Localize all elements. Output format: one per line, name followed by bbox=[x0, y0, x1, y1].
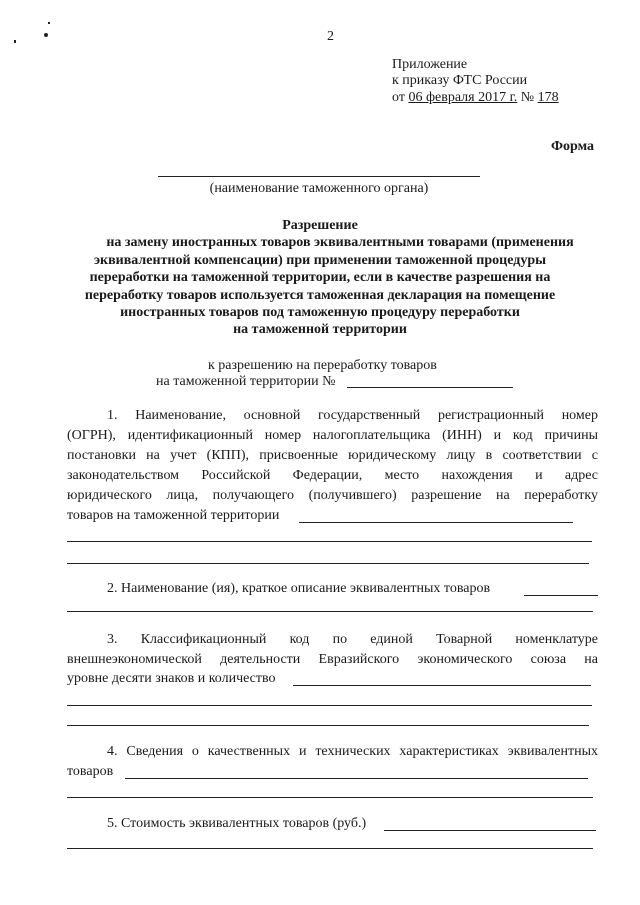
title-line-5: переработку товаров используется таможенная декларация на помещение bbox=[84, 288, 556, 303]
item-1-line-1: 1. Наименование, основной государственный регистрационный номер bbox=[107, 408, 598, 423]
reference-number-line bbox=[347, 387, 513, 388]
item-5-fill-line bbox=[384, 830, 596, 831]
title-line-3: эквивалентной компенсации) при применении таможенной процедуры bbox=[93, 253, 547, 268]
item-1-line-5: юридического лица, получающего (получившего) разрешение на переработку bbox=[67, 488, 598, 503]
item-1-line-4: законодательством Российской Федерации, место нахождения и адрес bbox=[67, 468, 598, 483]
title-line-6: иностранных товаров под таможенную процедуру переработки bbox=[120, 305, 520, 320]
item-1-fill-line bbox=[299, 522, 573, 523]
item-4-line-1: 4. Сведения о качественных и технических характеристиках эквивалентных bbox=[107, 744, 598, 759]
item-3-line-2: внешнеэкономической деятельности Евразийского экономического союза на bbox=[67, 652, 598, 667]
item-1-blank-line-2 bbox=[67, 563, 589, 564]
customs-body-line bbox=[158, 176, 480, 177]
item-3-blank-line-2 bbox=[67, 725, 589, 726]
appendix-prefix: от bbox=[392, 90, 409, 105]
item-4-blank-line bbox=[67, 797, 593, 798]
reference-line-2: на таможенной территории № bbox=[156, 374, 336, 389]
appendix-line-3 bbox=[392, 89, 559, 107]
item-2-blank-line bbox=[67, 611, 593, 612]
scan-speck bbox=[44, 33, 48, 37]
item-5-line-1: 5. Стоимость эквивалентных товаров (руб.) bbox=[107, 816, 367, 831]
item-1-line-2: (ОГРН), идентификационный номер налогоплательщика (ИНН) и код причины bbox=[67, 428, 598, 443]
appendix-number-sign: № bbox=[517, 90, 538, 105]
title-line-2: на замену иностранных товаров эквивалентными товарами (применения bbox=[106, 235, 574, 250]
item-3-line-3: уровне десяти знаков и количество bbox=[67, 671, 276, 686]
appendix-number: 178 bbox=[537, 90, 559, 105]
item-1-line-6: товаров на таможенной территории bbox=[67, 508, 280, 523]
item-2-line-1: 2. Наименование (ия), краткое описание эквивалентных товаров bbox=[107, 581, 491, 596]
item-1-line-3: постановки на учет (КПП), присвоенные юридическому лицу в соответствии с bbox=[67, 448, 598, 463]
item-3-fill-line bbox=[293, 685, 591, 686]
title-line-1: Разрешение bbox=[282, 218, 358, 233]
title-line-4: переработки на таможенной территории, если в качестве разрешения на bbox=[89, 270, 551, 285]
scan-speck bbox=[48, 22, 50, 24]
item-1-blank-line-1 bbox=[67, 541, 592, 542]
item-4-fill-line bbox=[125, 778, 588, 779]
appendix-line-2: к приказу ФТС России bbox=[392, 73, 528, 88]
customs-body-caption: (наименование таможенного органа) bbox=[209, 181, 429, 196]
appendix-line-1: Приложение bbox=[392, 57, 468, 72]
item-3-blank-line-1 bbox=[67, 705, 592, 706]
appendix-date: 06 февраля 2017 г. bbox=[408, 90, 518, 105]
item-4-line-2: товаров bbox=[67, 764, 114, 779]
page-number: 2 bbox=[327, 29, 334, 44]
item-2-fill-line bbox=[524, 595, 598, 596]
form-label: Форма bbox=[551, 139, 595, 154]
item-3-line-1: 3. Классификационный код по единой Товарной номенклатуре bbox=[107, 632, 598, 647]
title-line-7: на таможенной территории bbox=[233, 322, 407, 337]
scan-speck bbox=[14, 40, 16, 43]
reference-line-1: к разрешению на переработку товаров bbox=[208, 358, 437, 373]
item-5-blank-line bbox=[67, 848, 593, 849]
